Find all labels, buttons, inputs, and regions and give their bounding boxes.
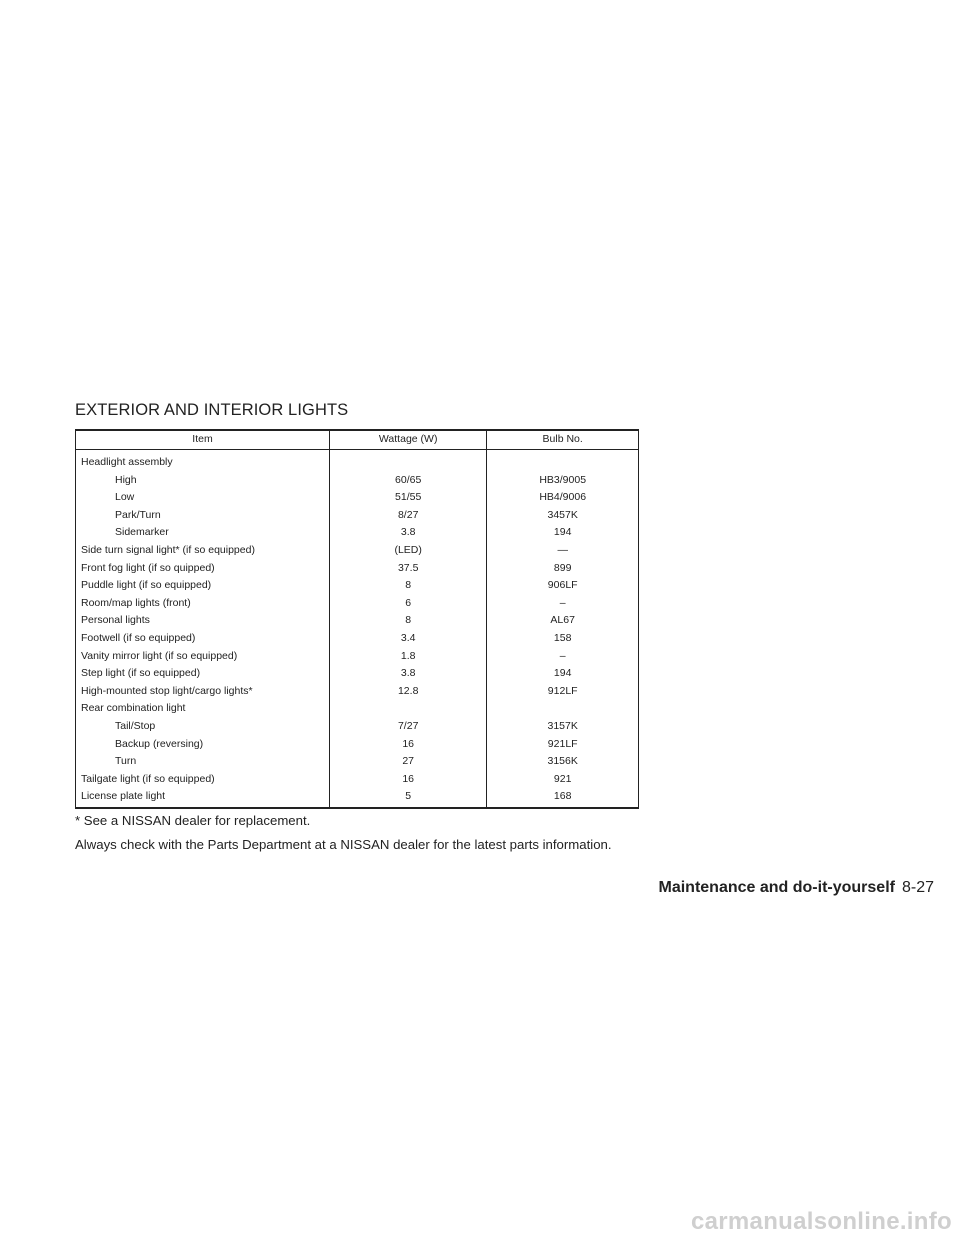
cell-item: License plate light [76, 788, 330, 808]
cell-bulb-number: 921LF [547, 737, 578, 750]
cell-bulb-number [487, 700, 639, 718]
page-number: 8-27 [901, 879, 934, 896]
table-row [76, 753, 639, 771]
cell-wattage: 8 [329, 577, 486, 595]
table-row [76, 736, 639, 754]
cell-bulb-number: 899 [553, 561, 572, 574]
parts-advice: Always check with the Parts Department at a NISSAN dealer for the latest parts information. [75, 837, 612, 852]
cell-item: Room/map lights (front) [76, 595, 330, 613]
cell-item: Vanity mirror light (if so equipped) [76, 648, 330, 666]
cell-bulb-number: 168 [553, 790, 572, 803]
cell-wattage: 3.4 [329, 630, 486, 648]
table-header-row [76, 430, 639, 450]
cell-bulb-number: 158 [553, 631, 572, 644]
bulb-specification-table [75, 429, 639, 809]
cell-wattage: 6 [329, 595, 486, 613]
cell-bulb-number: 906LF [547, 579, 578, 592]
table-row [76, 507, 639, 525]
cell-bulb-number: HB3/9005 [539, 473, 587, 486]
cell-wattage: 60/65 [329, 472, 486, 490]
table-row [76, 700, 639, 718]
cell-bulb-number: 3457K [547, 508, 578, 521]
cell-wattage [329, 700, 486, 718]
cell-item: Puddle light (if so equipped) [76, 577, 330, 595]
cell-wattage: 1.8 [329, 648, 486, 666]
cell-bulb-number: 3156K [547, 755, 578, 768]
table-row [76, 788, 639, 808]
table-row [76, 683, 639, 701]
table-row [76, 450, 639, 472]
cell-wattage: 51/55 [329, 489, 486, 507]
cell-wattage: 27 [329, 753, 486, 771]
table-row [76, 542, 639, 560]
cell-item: Footwell (if so equipped) [76, 630, 330, 648]
cell-wattage: 7/27 [329, 718, 486, 736]
table-row [76, 665, 639, 683]
table-row [76, 489, 639, 507]
cell-bulb-number: 912LF [547, 684, 578, 697]
cell-item: High-mounted stop light/cargo lights* [76, 683, 330, 701]
page-footer [659, 879, 935, 897]
cell-wattage: 12.8 [329, 683, 486, 701]
cell-item: Park/Turn [76, 507, 330, 525]
chapter-title: Maintenance and do-it-yourself [658, 879, 895, 896]
cell-wattage [329, 450, 486, 472]
table-row [76, 771, 639, 789]
cell-wattage: 8/27 [329, 507, 486, 525]
cell-item: Tail/Stop [76, 718, 330, 736]
cell-item: Tailgate light (if so equipped) [76, 771, 330, 789]
cell-wattage: 8 [329, 612, 486, 630]
cell-bulb-number: 194 [553, 526, 572, 539]
cell-item: Headlight assembly [76, 450, 330, 472]
cell-wattage: 16 [329, 771, 486, 789]
cell-bulb-number: 3157K [547, 719, 578, 732]
table-row [76, 524, 639, 542]
table-body [76, 450, 639, 808]
cell-bulb-number: AL67 [550, 614, 575, 627]
table-row [76, 560, 639, 578]
cell-item: Side turn signal light* (if so equipped) [76, 542, 330, 560]
table-row [76, 595, 639, 613]
cell-item: Backup (reversing) [76, 736, 330, 754]
cell-item: Rear combination light [76, 700, 330, 718]
header-wattage: Wattage (W) [329, 430, 486, 450]
cell-bulb-number: — [557, 543, 568, 556]
cell-wattage: 16 [329, 736, 486, 754]
cell-wattage: 3.8 [329, 665, 486, 683]
cell-bulb-number: HB4/9006 [539, 491, 587, 504]
cell-bulb-number: 921 [553, 772, 572, 785]
section-title: EXTERIOR AND INTERIOR LIGHTS [75, 401, 349, 419]
cell-item: Step light (if so equipped) [76, 665, 330, 683]
cell-item: Turn [76, 753, 330, 771]
header-item: Item [76, 430, 330, 450]
table-row [76, 472, 639, 490]
table-row [76, 630, 639, 648]
cell-item: Front fog light (if so quipped) [76, 560, 330, 578]
cell-item: Sidemarker [76, 524, 330, 542]
cell-wattage: 3.8 [329, 524, 486, 542]
cell-bulb-number: – [559, 596, 566, 609]
cell-item: Low [76, 489, 330, 507]
table-row [76, 577, 639, 595]
table-row [76, 612, 639, 630]
replacement-footnote: * See a NISSAN dealer for replacement. [75, 813, 311, 828]
cell-bulb-number: 194 [553, 667, 572, 680]
cell-wattage: 37.5 [329, 560, 486, 578]
cell-wattage: (LED) [329, 542, 486, 560]
header-bulb-number: Bulb No. [487, 430, 639, 450]
cell-bulb-number [487, 450, 639, 472]
cell-bulb-number: – [559, 649, 566, 662]
watermark: carmanualsonline.info [690, 1208, 952, 1235]
cell-item: High [76, 472, 330, 490]
cell-wattage: 5 [329, 788, 486, 808]
table-row [76, 648, 639, 666]
table-row [76, 718, 639, 736]
cell-item: Personal lights [76, 612, 330, 630]
